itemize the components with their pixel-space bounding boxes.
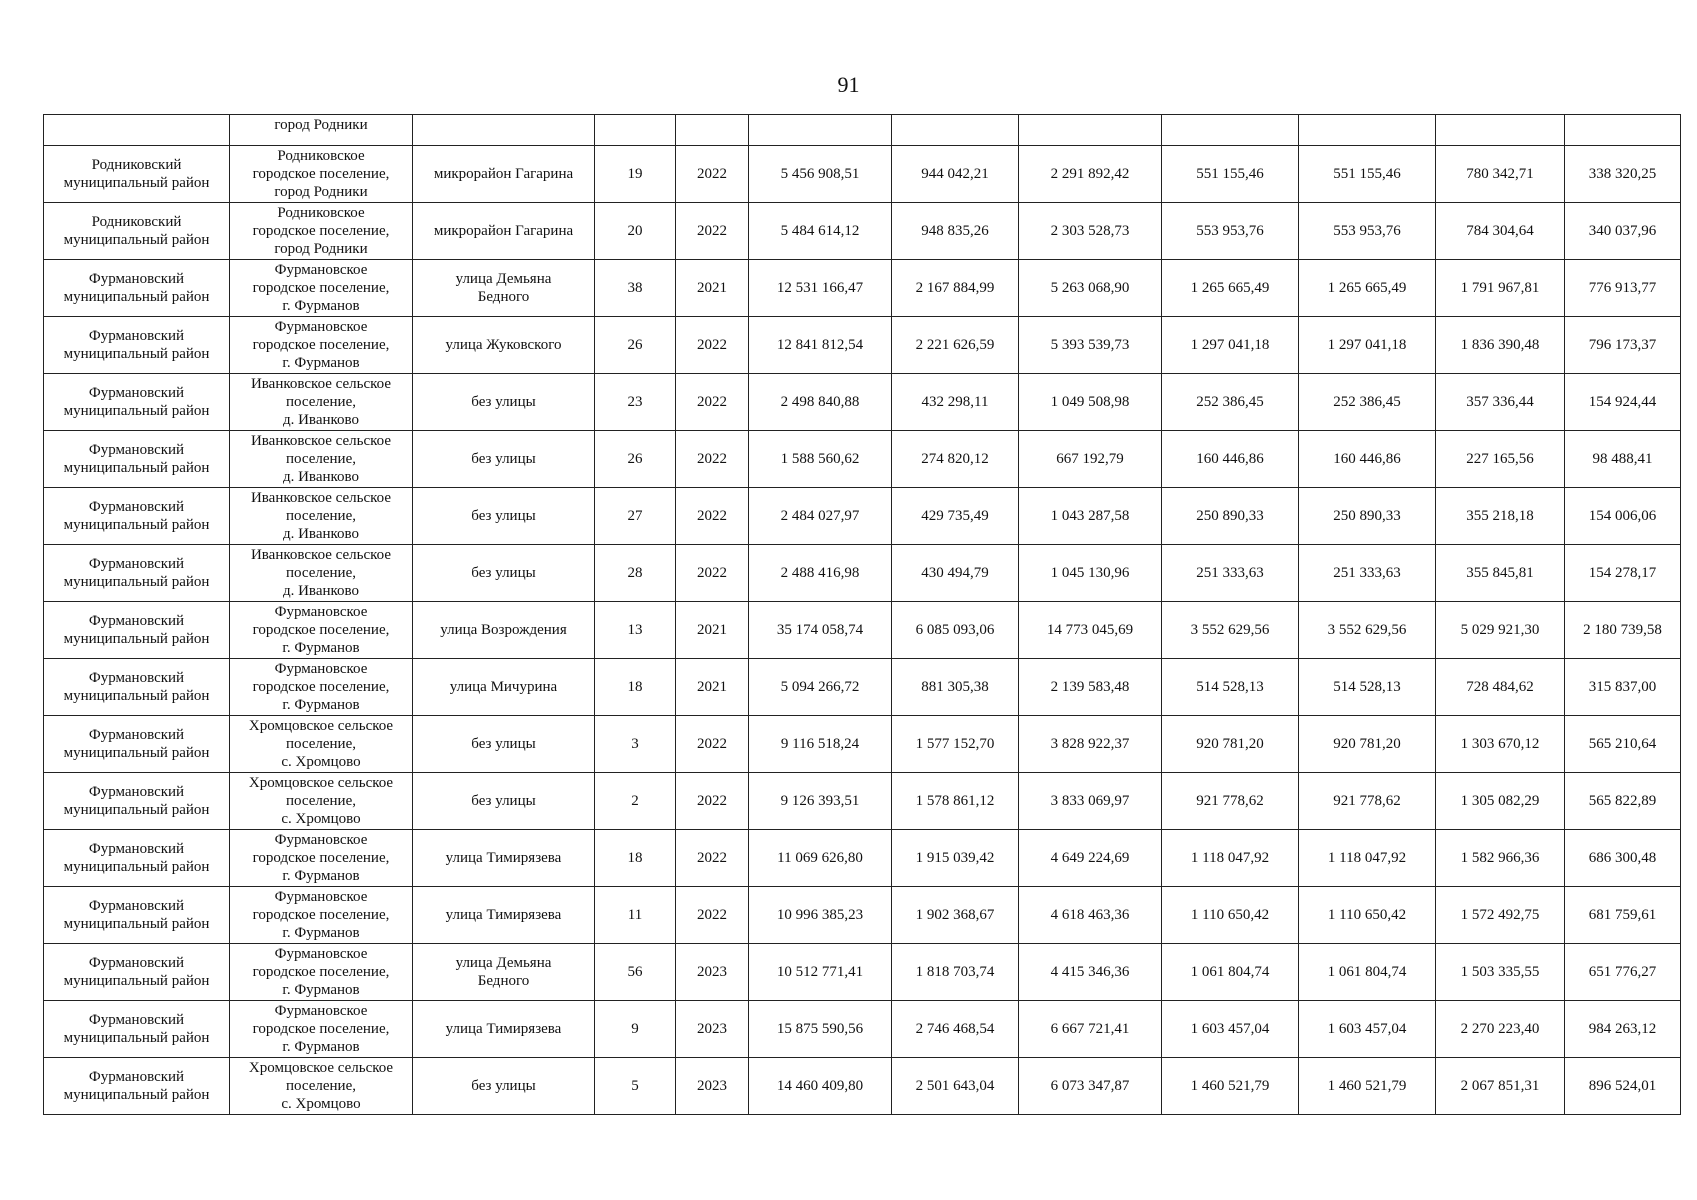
cell-amount-5: 357 336,44 [1436,374,1565,431]
cell-amount-1: 948 835,26 [892,203,1019,260]
cell-settlement: Родниковское городское поселение, город Родники [230,146,413,203]
cell-amount-4: 1 603 457,04 [1299,1001,1436,1058]
cell-amount-1: 2 167 884,99 [892,260,1019,317]
cell-amount-2: 6 667 721,41 [1019,1001,1162,1058]
cell-settlement: Фурмановское городское поселение, г. Фурманов [230,887,413,944]
cell-street: улица Мичурина [413,659,595,716]
cell-amount-2: 4 649 224,69 [1019,830,1162,887]
table-row [44,317,1681,374]
cell-settlement: Иванковское сельское поселение, д. Иванково [230,431,413,488]
cell-amount-4: 251 333,63 [1299,545,1436,602]
table-row-continued [44,115,1681,146]
cell-settlement: Фурмановское городское поселение, г. Фурманов [230,1001,413,1058]
table-row [44,887,1681,944]
cell-total-cost: 1 588 560,62 [749,431,892,488]
cell-settlement: Фурмановское городское поселение, г. Фурманов [230,602,413,659]
cell-total-cost: 12 531 166,47 [749,260,892,317]
cell-amount-3: 3 552 629,56 [1162,602,1299,659]
cell-amount-2: 3 828 922,37 [1019,716,1162,773]
cell-amount-5: 1 503 335,55 [1436,944,1565,1001]
cell-street: без улицы [413,488,595,545]
cell-amount-6: 565 822,89 [1565,773,1681,830]
table-row [44,374,1681,431]
cell-amount-5: 1 303 670,12 [1436,716,1565,773]
cell-street: без улицы [413,431,595,488]
cell-amount-6: 651 776,27 [1565,944,1681,1001]
cell-amount-3: 1 110 650,42 [1162,887,1299,944]
cell-amount-2: 1 045 130,96 [1019,545,1162,602]
cell-amount-3: 921 778,62 [1162,773,1299,830]
cell-amount-4: 921 778,62 [1299,773,1436,830]
cell-amount-3: 251 333,63 [1162,545,1299,602]
cell-total-cost: 5 456 908,51 [749,146,892,203]
cell-amount-1: 1 578 861,12 [892,773,1019,830]
cell-amount-1: 2 221 626,59 [892,317,1019,374]
table-row [44,830,1681,887]
cell-amount-3: 553 953,76 [1162,203,1299,260]
cell-amount-2: 1 043 287,58 [1019,488,1162,545]
cell-year: 2022 [676,488,749,545]
cell-settlement: Фурмановское городское поселение, г. Фурманов [230,944,413,1001]
table-row [44,944,1681,1001]
cell-amount-2: 2 291 892,42 [1019,146,1162,203]
table-row [44,602,1681,659]
cell-amount-1: 1 902 368,67 [892,887,1019,944]
cell-amount-4: 160 446,86 [1299,431,1436,488]
cell-street: улица Жуковского [413,317,595,374]
cell-street: улица Демьяна Бедного [413,260,595,317]
cell-amount-2: 14 773 045,69 [1019,602,1162,659]
cell-total-cost: 2 498 840,88 [749,374,892,431]
cell-total-cost [749,115,892,146]
cell-year: 2023 [676,1058,749,1115]
cell-amount-5: 1 836 390,48 [1436,317,1565,374]
cell-year: 2022 [676,374,749,431]
cell-year: 2022 [676,830,749,887]
cell-house-number: 28 [595,545,676,602]
cell-total-cost: 9 126 393,51 [749,773,892,830]
cell-house-number: 3 [595,716,676,773]
cell-settlement: Иванковское сельское поселение, д. Иванково [230,374,413,431]
cell-amount-1: 432 298,11 [892,374,1019,431]
cell-amount-2: 5 393 539,73 [1019,317,1162,374]
cell-total-cost: 11 069 626,80 [749,830,892,887]
table-row [44,545,1681,602]
cell-amount-4: 250 890,33 [1299,488,1436,545]
cell-amount-2: 6 073 347,87 [1019,1058,1162,1115]
cell-district: Родниковский муниципальный район [44,203,230,260]
cell-amount-4: 1 265 665,49 [1299,260,1436,317]
cell-settlement: Фурмановское городское поселение, г. Фурманов [230,830,413,887]
cell-amount-6: 154 924,44 [1565,374,1681,431]
cell-amount-5: 227 165,56 [1436,431,1565,488]
cell-amount-3: 514 528,13 [1162,659,1299,716]
cell-settlement: город Родники [230,115,413,146]
cell-district: Фурмановский муниципальный район [44,545,230,602]
cell-year [676,115,749,146]
cell-district: Фурмановский муниципальный район [44,659,230,716]
cell-amount-3: 551 155,46 [1162,146,1299,203]
cell-settlement: Фурмановское городское поселение, г. Фурманов [230,260,413,317]
cell-house-number: 2 [595,773,676,830]
cell-district: Фурмановский муниципальный район [44,1001,230,1058]
cell-total-cost: 15 875 590,56 [749,1001,892,1058]
cell-district: Фурмановский муниципальный район [44,602,230,659]
cell-year: 2022 [676,431,749,488]
cell-total-cost: 5 094 266,72 [749,659,892,716]
cell-amount-5: 355 218,18 [1436,488,1565,545]
cell-year: 2022 [676,545,749,602]
cell-year: 2021 [676,260,749,317]
cell-district: Фурмановский муниципальный район [44,944,230,1001]
cell-settlement: Фурмановское городское поселение, г. Фурманов [230,317,413,374]
cell-street: улица Тимирязева [413,830,595,887]
cell-house-number [595,115,676,146]
table-row [44,260,1681,317]
cell-house-number: 11 [595,887,676,944]
cell-amount-2: 2 303 528,73 [1019,203,1162,260]
cell-amount-3: 250 890,33 [1162,488,1299,545]
cell-house-number: 20 [595,203,676,260]
cell-district: Фурмановский муниципальный район [44,1058,230,1115]
housing-program-table [43,114,1681,1115]
table-row [44,146,1681,203]
cell-street: микрорайон Гагарина [413,203,595,260]
cell-street: микрорайон Гагарина [413,146,595,203]
table-row [44,1058,1681,1115]
cell-house-number: 9 [595,1001,676,1058]
cell-amount-3: 160 446,86 [1162,431,1299,488]
table-row [44,716,1681,773]
cell-street: улица Тимирязева [413,1001,595,1058]
cell-amount-5 [1436,115,1565,146]
cell-amount-6: 315 837,00 [1565,659,1681,716]
table-row [44,431,1681,488]
cell-amount-6: 98 488,41 [1565,431,1681,488]
cell-amount-5: 2 067 851,31 [1436,1058,1565,1115]
cell-amount-4: 551 155,46 [1299,146,1436,203]
cell-amount-5: 1 791 967,81 [1436,260,1565,317]
cell-year: 2022 [676,773,749,830]
cell-amount-1: 6 085 093,06 [892,602,1019,659]
cell-amount-2: 3 833 069,97 [1019,773,1162,830]
cell-amount-3: 252 386,45 [1162,374,1299,431]
table-body [44,115,1681,1115]
cell-amount-6: 154 278,17 [1565,545,1681,602]
cell-street: улица Возрождения [413,602,595,659]
cell-total-cost: 2 488 416,98 [749,545,892,602]
cell-amount-3: 1 061 804,74 [1162,944,1299,1001]
cell-amount-5: 780 342,71 [1436,146,1565,203]
cell-amount-6: 796 173,37 [1565,317,1681,374]
cell-amount-2: 1 049 508,98 [1019,374,1162,431]
cell-district: Фурмановский муниципальный район [44,773,230,830]
cell-total-cost: 10 512 771,41 [749,944,892,1001]
cell-amount-1: 881 305,38 [892,659,1019,716]
cell-house-number: 38 [595,260,676,317]
cell-year: 2021 [676,659,749,716]
cell-amount-6: 2 180 739,58 [1565,602,1681,659]
cell-amount-1: 1 818 703,74 [892,944,1019,1001]
cell-amount-6: 340 037,96 [1565,203,1681,260]
cell-house-number: 18 [595,659,676,716]
cell-house-number: 26 [595,317,676,374]
cell-amount-4: 1 460 521,79 [1299,1058,1436,1115]
cell-year: 2021 [676,602,749,659]
cell-house-number: 19 [595,146,676,203]
cell-amount-5: 728 484,62 [1436,659,1565,716]
cell-amount-6: 776 913,77 [1565,260,1681,317]
cell-amount-2: 667 192,79 [1019,431,1162,488]
cell-amount-2 [1019,115,1162,146]
cell-amount-5: 784 304,64 [1436,203,1565,260]
cell-settlement: Иванковское сельское поселение, д. Иванково [230,488,413,545]
cell-house-number: 26 [595,431,676,488]
cell-amount-1: 2 746 468,54 [892,1001,1019,1058]
cell-street: улица Тимирязева [413,887,595,944]
cell-amount-3: 920 781,20 [1162,716,1299,773]
cell-amount-6: 896 524,01 [1565,1058,1681,1115]
cell-amount-4: 553 953,76 [1299,203,1436,260]
cell-amount-6: 154 006,06 [1565,488,1681,545]
cell-year: 2022 [676,716,749,773]
cell-amount-3: 1 297 041,18 [1162,317,1299,374]
cell-street: без улицы [413,374,595,431]
cell-amount-1: 429 735,49 [892,488,1019,545]
cell-amount-1: 1 915 039,42 [892,830,1019,887]
cell-district: Фурмановский муниципальный район [44,887,230,944]
cell-house-number: 56 [595,944,676,1001]
cell-amount-5: 1 572 492,75 [1436,887,1565,944]
cell-year: 2022 [676,887,749,944]
cell-amount-5: 355 845,81 [1436,545,1565,602]
table-row [44,1001,1681,1058]
cell-amount-5: 1 582 966,36 [1436,830,1565,887]
cell-amount-1: 430 494,79 [892,545,1019,602]
cell-house-number: 13 [595,602,676,659]
cell-house-number: 27 [595,488,676,545]
cell-amount-6: 686 300,48 [1565,830,1681,887]
cell-amount-3 [1162,115,1299,146]
cell-year: 2022 [676,146,749,203]
table-row [44,203,1681,260]
cell-year: 2022 [676,317,749,374]
cell-amount-5: 1 305 082,29 [1436,773,1565,830]
cell-amount-6: 984 263,12 [1565,1001,1681,1058]
cell-district: Фурмановский муниципальный район [44,830,230,887]
table-row [44,488,1681,545]
cell-total-cost: 9 116 518,24 [749,716,892,773]
cell-district [44,115,230,146]
cell-street: без улицы [413,545,595,602]
cell-amount-6: 565 210,64 [1565,716,1681,773]
cell-amount-4: 1 118 047,92 [1299,830,1436,887]
cell-street: улица Демьяна Бедного [413,944,595,1001]
cell-total-cost: 10 996 385,23 [749,887,892,944]
cell-settlement: Хромцовское сельское поселение, с. Хромцово [230,773,413,830]
cell-district: Фурмановский муниципальный район [44,488,230,545]
cell-district: Фурмановский муниципальный район [44,716,230,773]
cell-amount-6: 681 759,61 [1565,887,1681,944]
cell-amount-3: 1 118 047,92 [1162,830,1299,887]
cell-amount-2: 2 139 583,48 [1019,659,1162,716]
cell-house-number: 23 [595,374,676,431]
cell-settlement: Родниковское городское поселение, город Родники [230,203,413,260]
cell-amount-4: 252 386,45 [1299,374,1436,431]
cell-amount-4: 920 781,20 [1299,716,1436,773]
cell-total-cost: 5 484 614,12 [749,203,892,260]
cell-amount-4: 1 110 650,42 [1299,887,1436,944]
cell-amount-6 [1565,115,1681,146]
table-row [44,659,1681,716]
table-row [44,773,1681,830]
cell-settlement: Иванковское сельское поселение, д. Иванково [230,545,413,602]
cell-amount-2: 4 618 463,36 [1019,887,1162,944]
cell-street: без улицы [413,716,595,773]
cell-year: 2023 [676,1001,749,1058]
cell-total-cost: 2 484 027,97 [749,488,892,545]
cell-total-cost: 12 841 812,54 [749,317,892,374]
cell-settlement: Фурмановское городское поселение, г. Фурманов [230,659,413,716]
cell-amount-5: 5 029 921,30 [1436,602,1565,659]
cell-amount-1 [892,115,1019,146]
cell-street [413,115,595,146]
cell-amount-3: 1 265 665,49 [1162,260,1299,317]
page-number: 91 [837,72,860,97]
cell-amount-1: 274 820,12 [892,431,1019,488]
cell-amount-4: 1 297 041,18 [1299,317,1436,374]
cell-house-number: 18 [595,830,676,887]
cell-district: Фурмановский муниципальный район [44,317,230,374]
cell-amount-4: 3 552 629,56 [1299,602,1436,659]
cell-amount-1: 1 577 152,70 [892,716,1019,773]
cell-district: Фурмановский муниципальный район [44,431,230,488]
cell-amount-3: 1 603 457,04 [1162,1001,1299,1058]
cell-district: Фурмановский муниципальный район [44,260,230,317]
cell-amount-4 [1299,115,1436,146]
cell-district: Фурмановский муниципальный район [44,374,230,431]
cell-amount-6: 338 320,25 [1565,146,1681,203]
cell-amount-5: 2 270 223,40 [1436,1001,1565,1058]
cell-amount-3: 1 460 521,79 [1162,1058,1299,1115]
cell-year: 2023 [676,944,749,1001]
cell-house-number: 5 [595,1058,676,1115]
cell-amount-4: 514 528,13 [1299,659,1436,716]
cell-amount-2: 5 263 068,90 [1019,260,1162,317]
cell-total-cost: 35 174 058,74 [749,602,892,659]
cell-street: без улицы [413,1058,595,1115]
cell-settlement: Хромцовское сельское поселение, с. Хромцово [230,716,413,773]
cell-total-cost: 14 460 409,80 [749,1058,892,1115]
cell-street: без улицы [413,773,595,830]
cell-amount-1: 944 042,21 [892,146,1019,203]
cell-amount-4: 1 061 804,74 [1299,944,1436,1001]
cell-settlement: Хромцовское сельское поселение, с. Хромцово [230,1058,413,1115]
cell-amount-1: 2 501 643,04 [892,1058,1019,1115]
cell-district: Родниковский муниципальный район [44,146,230,203]
cell-amount-2: 4 415 346,36 [1019,944,1162,1001]
cell-year: 2022 [676,203,749,260]
